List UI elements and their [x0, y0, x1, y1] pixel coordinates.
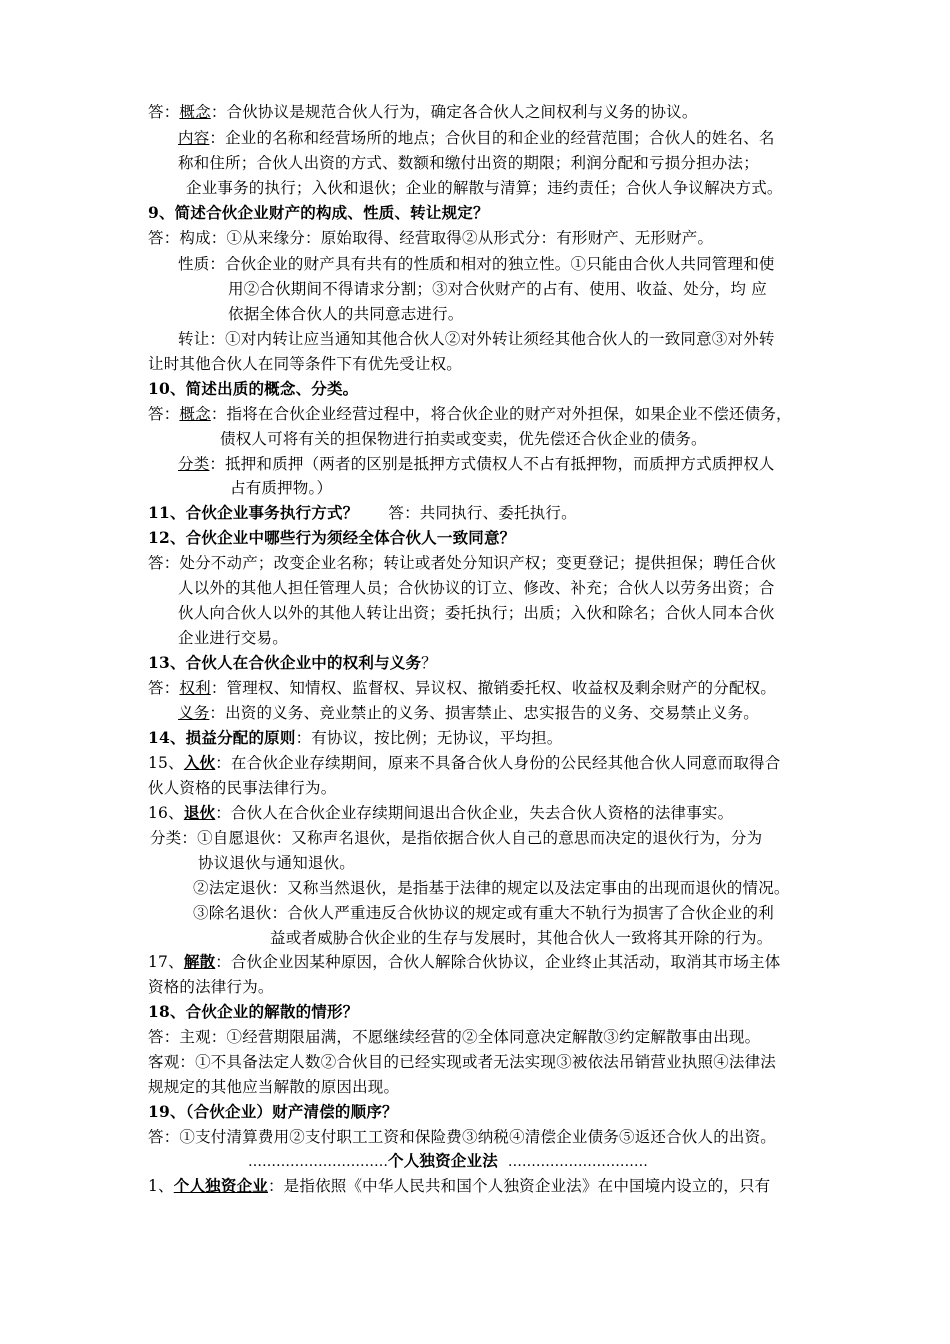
- text-line: 分类：抵押和质押（两者的区别是抵押方式债权人不占有抵押物，而质押方式质押权人: [178, 455, 775, 473]
- text-line: 协议退伙与通知退伙。: [198, 854, 356, 872]
- text-line: 答：主观：①经营期限届满，不愿继续经营的②全体同意决定解散③约定解散事由出现。: [148, 1028, 761, 1046]
- text-line: 客观：①不具备法定人数②合伙目的已经实现或者无法实现③被依法吊销营业执照④法律法: [148, 1053, 777, 1071]
- text-line: 性质：合伙企业的财产具有共有的性质和相对的独立性。①只能由合伙人共同管理和使: [178, 255, 775, 273]
- text-line: 15、入伙：在合伙企业存续期间，原来不具备合伙人身份的公民经其他合伙人同意而取得合: [148, 753, 781, 772]
- text-line: 伙人向合伙人以外的其他人转让出资；委托执行；出质；入伙和除名；合伙人同本合伙: [178, 604, 775, 622]
- question-heading: 19、（合伙企业）财产清偿的顺序？: [148, 1102, 398, 1121]
- text-line: 分类：①自愿退伙：又称声名退伙，是指依据合伙人自己的意思而决定的退伙行为，分为: [150, 829, 763, 847]
- text-line: 17、解散：合伙企业因某种原因，合伙人解除合伙协议，企业终止其活动，取消其市场主体: [148, 952, 781, 971]
- text-line: 答：处分不动产；改变企业名称；转让或者处分知识产权；变更登记；提供担保；聘任合伙: [148, 554, 777, 572]
- text-line: 债权人可将有关的担保物进行拍卖或变卖，优先偿还合伙企业的债务。: [220, 430, 707, 448]
- text-line: 用②合伙期间不得请求分割；③对合伙财产的占有、使用、收益、处分，均 应: [228, 280, 767, 298]
- text-line: 答：概念：指将在合伙企业经营过程中，将合伙企业的财产对外担保，如果企业不偿还债务，: [148, 405, 792, 423]
- text-line: 资格的法律行为。: [148, 978, 274, 996]
- question-heading: 10、简述出质的概念、分类。: [148, 379, 359, 398]
- text-line: 益或者威胁合伙企业的生存与发展时，其他合伙人一致将其开除的行为。: [270, 929, 773, 947]
- text-line: 答：权利：管理权、知情权、监督权、异议权、撤销委托权、收益权及剩余财产的分配权。: [148, 679, 777, 697]
- text-line: 答：概念：合伙协议是规范合伙人行为，确定各合伙人之间权利与义务的协议。: [148, 103, 698, 121]
- section-separator: …………………………个人独资企业法 …………………………: [248, 1151, 648, 1170]
- text-line: ③除名退伙：合伙人严重违反合伙协议的规定或有重大不轨行为损害了合伙企业的利: [193, 904, 774, 922]
- text-line: 人以外的其他人担任管理人员；合伙协议的订立、修改、补充；合伙人以劳务出资；合: [178, 579, 775, 597]
- question-heading: 14、损益分配的原则：有协议，按比例；无协议，平均担。: [148, 728, 563, 747]
- text-line: 内容：企业的名称和经营场所的地点；合伙目的和企业的经营范围；合伙人的姓名、名: [178, 129, 775, 147]
- text-line: 依据全体合伙人的共同意志进行。: [228, 305, 464, 323]
- text-line: 规规定的其他应当解散的原因出现。: [148, 1078, 400, 1096]
- text-line: 伙人资格的民事法律行为。: [148, 779, 337, 797]
- text-line: ②法定退伙：又称当然退伙，是指基于法律的规定以及法定事由的出现而退伙的情况。: [193, 879, 790, 897]
- text-line: 企业事务的执行；入伙和退伙；企业的解散与清算；违约责任；合伙人争议解决方式。: [186, 179, 783, 197]
- text-line: 16、退伙：合伙人在合伙企业存续期间退出合伙企业，失去合伙人资格的法律事实。: [148, 803, 734, 822]
- question-heading: 9、简述合伙企业财产的构成、性质、转让规定？: [148, 203, 489, 222]
- question-heading: 18、合伙企业的解散的情形？: [148, 1002, 359, 1021]
- text-line: 答：构成：①从来缘分：原始取得、经营取得②从形式分：有形财产、无形财产。: [148, 229, 714, 247]
- text-line: 转让：①对内转让应当通知其他合伙人②对外转让须经其他合伙人的一致同意③对外转: [178, 330, 775, 348]
- text-line: 答：①支付清算费用②支付职工工资和保险费③纳税④清偿企业债务⑤返还合伙人的出资。: [148, 1128, 777, 1146]
- text-line: 让时其他合伙人在同等条件下有优先受让权。: [148, 355, 463, 373]
- text-line: 1、个人独资企业：是指依照《中华人民共和国个人独资企业法》在中国境内设立的，只有: [148, 1176, 771, 1195]
- question-heading: 12、合伙企业中哪些行为须经全体合伙人一致同意？: [148, 528, 516, 547]
- text-line: 企业进行交易。: [178, 629, 288, 647]
- question-heading: 13、合伙人在合伙企业中的权利与义务？: [148, 653, 437, 672]
- question-heading: 11、合伙企业事务执行方式？ 答：共同执行、委托执行。: [148, 503, 577, 522]
- text-line: 称和住所；合伙人出资的方式、数额和缴付出资的期限；利润分配和亏损分担办法；: [178, 154, 759, 172]
- text-line: 义务：出资的义务、竞业禁止的义务、损害禁止、忠实报告的义务、交易禁止义务。: [178, 704, 759, 722]
- text-line: 占有质押物。）: [230, 479, 333, 497]
